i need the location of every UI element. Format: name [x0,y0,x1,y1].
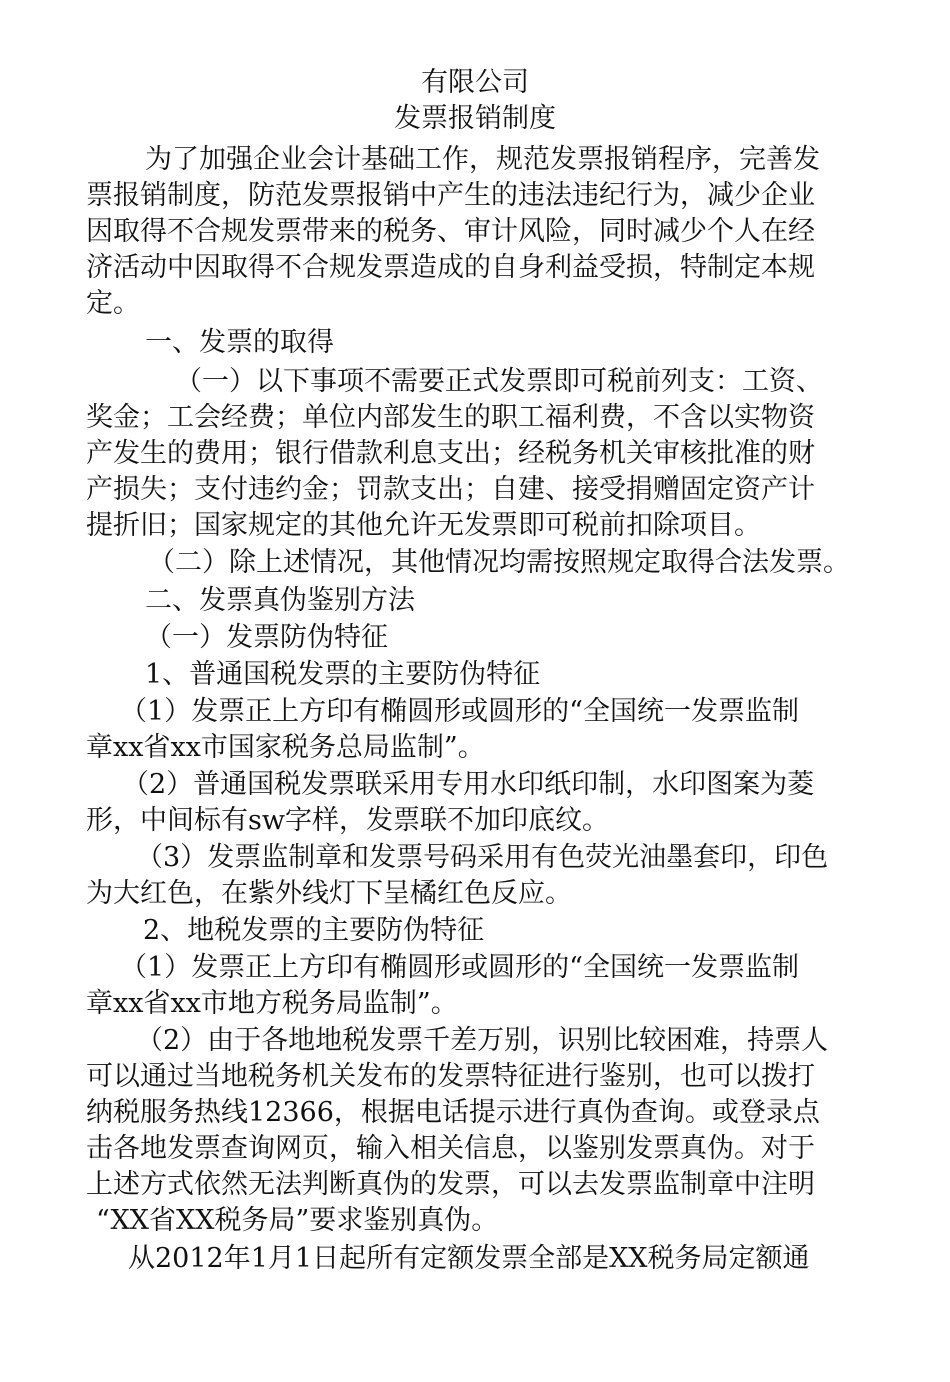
paragraph-line: 济活动中因取得不合规发票造成的自身利益受损，特制定本规 [86,252,815,283]
document-title: 发票报销制度 [394,103,556,134]
paragraph-line: 形，中间标有sw字样，发票联不加印底纹。 [86,805,609,836]
paragraph-line: （1）发票正上方印有椭圆形或圆形的“全国统一发票监制 [120,696,799,727]
paragraph-line: 纳税服务热线12366，根据电话提示进行真伪查询。或登录点 [86,1097,820,1128]
paragraph-line: 产发生的费用；银行借款利息支出；经税务机关审核批准的财 [86,438,815,469]
section-heading: 二、发票真伪鉴别方法 [145,585,415,616]
paragraph-line: “XX省XX税务局”要求鉴别真伪。 [96,1205,499,1236]
subsection-heading: 2、地税发票的主要防伪特征 [143,915,485,946]
paragraph-line: 因取得不合规发票带来的税务、审计风险，同时减少个人在经 [86,216,815,247]
section-heading: 一、发票的取得 [145,327,334,358]
paragraph-line: 为大红色，在紫外线灯下呈橘红色反应。 [86,878,572,909]
paragraph-line: （2）由于各地地税发票千差万别，识别比较困难，持票人 [136,1025,829,1056]
paragraph-line: 定。 [86,288,140,319]
paragraph-line: 章xx省xx市地方税务局监制”。 [86,988,458,1019]
paragraph-line: 击各地发票查询网页，输入相关信息，以鉴别发票真伪。对于 [86,1133,815,1164]
paragraph-line: （3）发票监制章和发票号码采用有色荧光油墨套印，印色 [136,842,829,873]
paragraph-line: 产损失；支付违约金；罚款支出；自建、接受捐赠固定资产计 [86,474,815,505]
paragraph-line: 章xx省xx市国家税务总局监制”。 [86,732,485,763]
document-title-company: 有限公司 [421,67,529,98]
paragraph-line: 可以通过当地税务机关发布的发票特征进行鉴别，也可以拨打 [86,1061,815,1092]
subsection-heading: 1、普通国税发票的主要防伪特征 [145,659,541,690]
paragraph-line: （2）普通国税发票联采用专用水印纸印制，水印图案为菱 [122,769,815,800]
paragraph-line: 上述方式依然无法判断真伪的发票，可以去发票监制章中注明 [86,1169,815,1200]
paragraph-line: 提折旧；国家规定的其他允许无发票即可税前扣除项目。 [86,510,761,541]
paragraph-line: 为了加强企业会计基础工作，规范发票报销程序，完善发 [145,144,820,175]
subsection-heading: （一）发票防伪特征 [145,622,388,653]
paragraph-line: 奖金；工会经费；单位内部发生的职工福利费，不含以实物资 [86,402,815,433]
paragraph-line: （一）以下事项不需要正式发票即可税前列支：工资、 [175,366,823,397]
paragraph-line: 从2012年1月1日起所有定额发票全部是XX税务局定额通 [128,1243,810,1274]
paragraph-line: （1）发票正上方印有椭圆形或圆形的“全国统一发票监制 [120,952,799,983]
paragraph-line: 票报销制度，防范发票报销中产生的违法违纪行为，减少企业 [86,180,815,211]
paragraph-line: （二）除上述情况，其他情况均需按照规定取得合法发票。 [148,547,850,578]
